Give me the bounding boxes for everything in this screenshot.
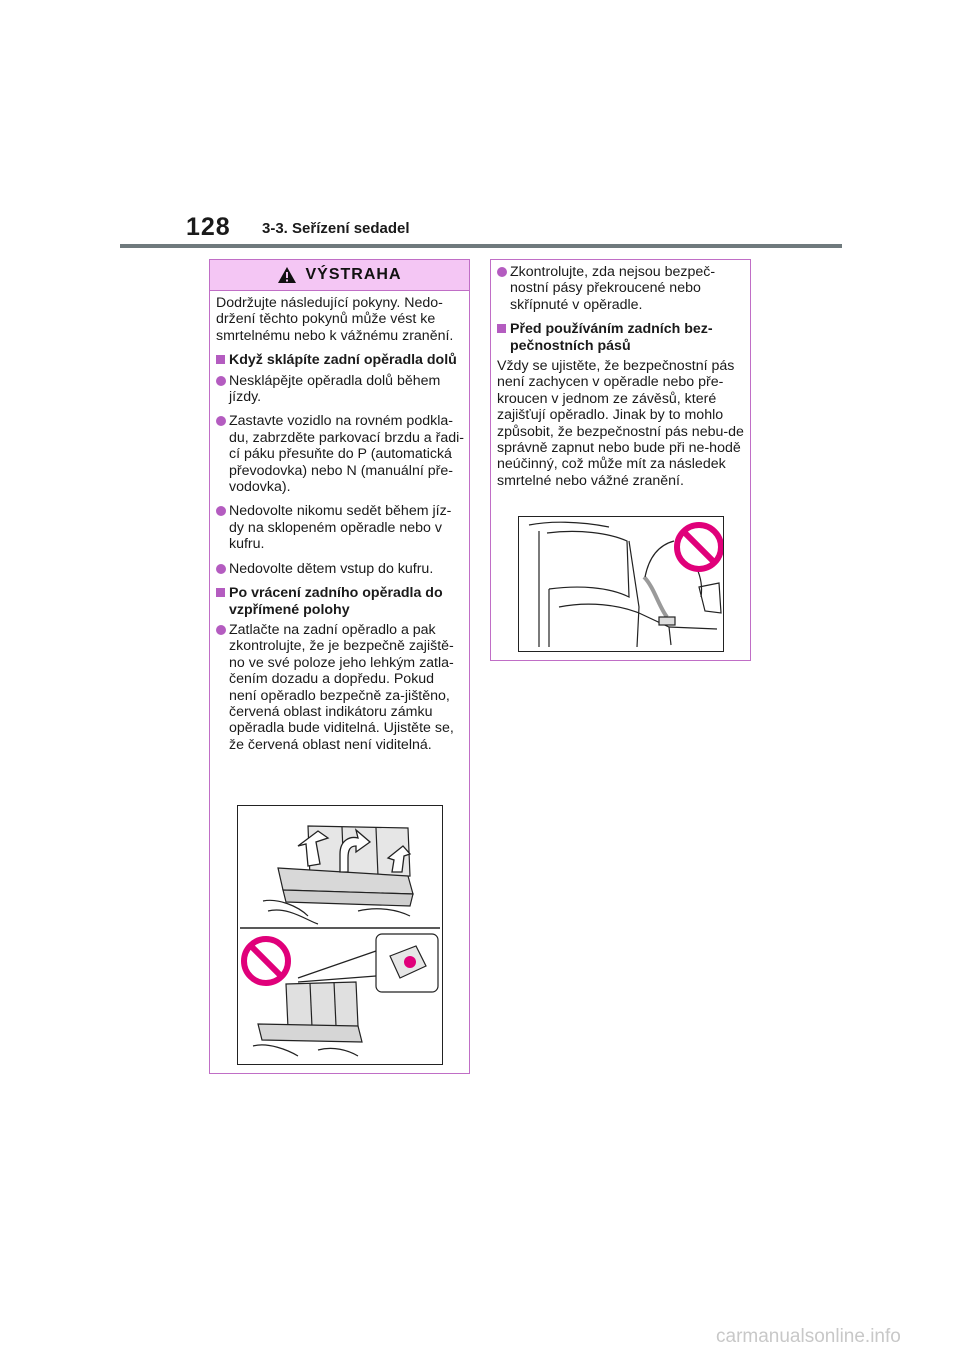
heading-text: Když sklápíte zadní opěradla dolů: [229, 352, 457, 369]
list-item: [216, 561, 464, 577]
warning-triangle-icon: [277, 266, 297, 284]
watermark: carmanualsonline.info: [716, 1326, 901, 1347]
warning-paragraph: Vždy se ujistěte, že bezpečnostní pás není zachycen v opěradle nebo pře-kroucen v jednom ze závěsů, které zajišťují opěradlo. Jinak by to mohlo způsobit, že bezpečnostní pás nebu-de správně zapnut nebo bude při ne-hodě neúčinný, což může mít za následek smrtelné nebo vážné zranění.: [497, 358, 744, 489]
prohibition-icon: [244, 939, 288, 983]
bullet-dot-icon: [497, 267, 507, 277]
bullet-dot-icon: [216, 564, 226, 574]
seat-fold-illustration: [237, 805, 443, 1065]
bullet-dot-icon: [216, 625, 226, 635]
square-bullet-icon: [216, 588, 225, 597]
bullet-dot-icon: [216, 416, 226, 426]
page-number: 128: [186, 213, 231, 241]
list-item-text: Zatlačte na zadní opěradlo a pak zkontrolujte, že je bezpečně zajiště-no ve své poloze jeho lehkým zatla-čením dozadu a dopředu. Pokud není opěradlo bezpečně za-jištěno, červená oblast indikátoru zámku opěradla bude viditelná. Ujistěte se, že červená oblast není viditelná.: [229, 621, 454, 753]
list-item: [497, 264, 745, 313]
rear-seat-illustration: [238, 806, 442, 1064]
seatbelt-hinge-illustration: [519, 517, 723, 651]
list-item: [216, 503, 464, 552]
list-item-text: Nesklápějte opěradla dolů během jízdy.: [229, 372, 441, 406]
header-divider: [120, 244, 842, 248]
warning-content: [497, 264, 745, 497]
section-title: 3-3. Seřízení sedadel: [262, 220, 410, 237]
warning-title: VÝSTRAHA: [305, 266, 402, 283]
seatbelt-illustration: [518, 516, 724, 652]
section-heading: [216, 585, 464, 618]
bullet-dot-icon: [216, 376, 226, 386]
warning-content: [216, 295, 464, 761]
list-item: [216, 622, 464, 753]
list-item-text: Nedovolte nikomu sedět během jíz-dy na sklopeném opěradle nebo v kufru.: [229, 503, 452, 553]
heading-text: Před používáním zadních bez-pečnostních pásů: [510, 321, 713, 354]
list-item: [216, 373, 464, 406]
warning-box-right: [490, 259, 751, 661]
section-heading: [216, 352, 464, 368]
list-item-text: Nedovolte dětem vstup do kufru.: [229, 560, 434, 577]
square-bullet-icon: [216, 355, 225, 364]
heading-text: Po vrácení zadního opěradla do vzpřímené polohy: [229, 585, 443, 618]
warning-header: [210, 260, 469, 291]
prohibition-icon: [677, 525, 721, 569]
section-heading: [497, 321, 745, 354]
list-item-text: Zastavte vozidlo na rovném podkla-du, zabrzděte parkovací brzdu a řadi-cí páku přesuňte do P (automatická převodovka) nebo N (manuální pře-vodovka).: [229, 413, 465, 496]
list-item-text: Zkontrolujte, zda nejsou bezpeč-nostní pásy překroucené nebo skřípnuté v opěradle.: [510, 264, 716, 313]
warning-intro: Dodržujte následující pokyny. Nedo-držení těchto pokynů může vést ke smrtelnému nebo k vážnému zranění.: [216, 295, 454, 344]
warning-box-left: [209, 259, 470, 1074]
list-item: [216, 413, 464, 495]
bullet-dot-icon: [216, 506, 226, 516]
square-bullet-icon: [497, 324, 506, 333]
